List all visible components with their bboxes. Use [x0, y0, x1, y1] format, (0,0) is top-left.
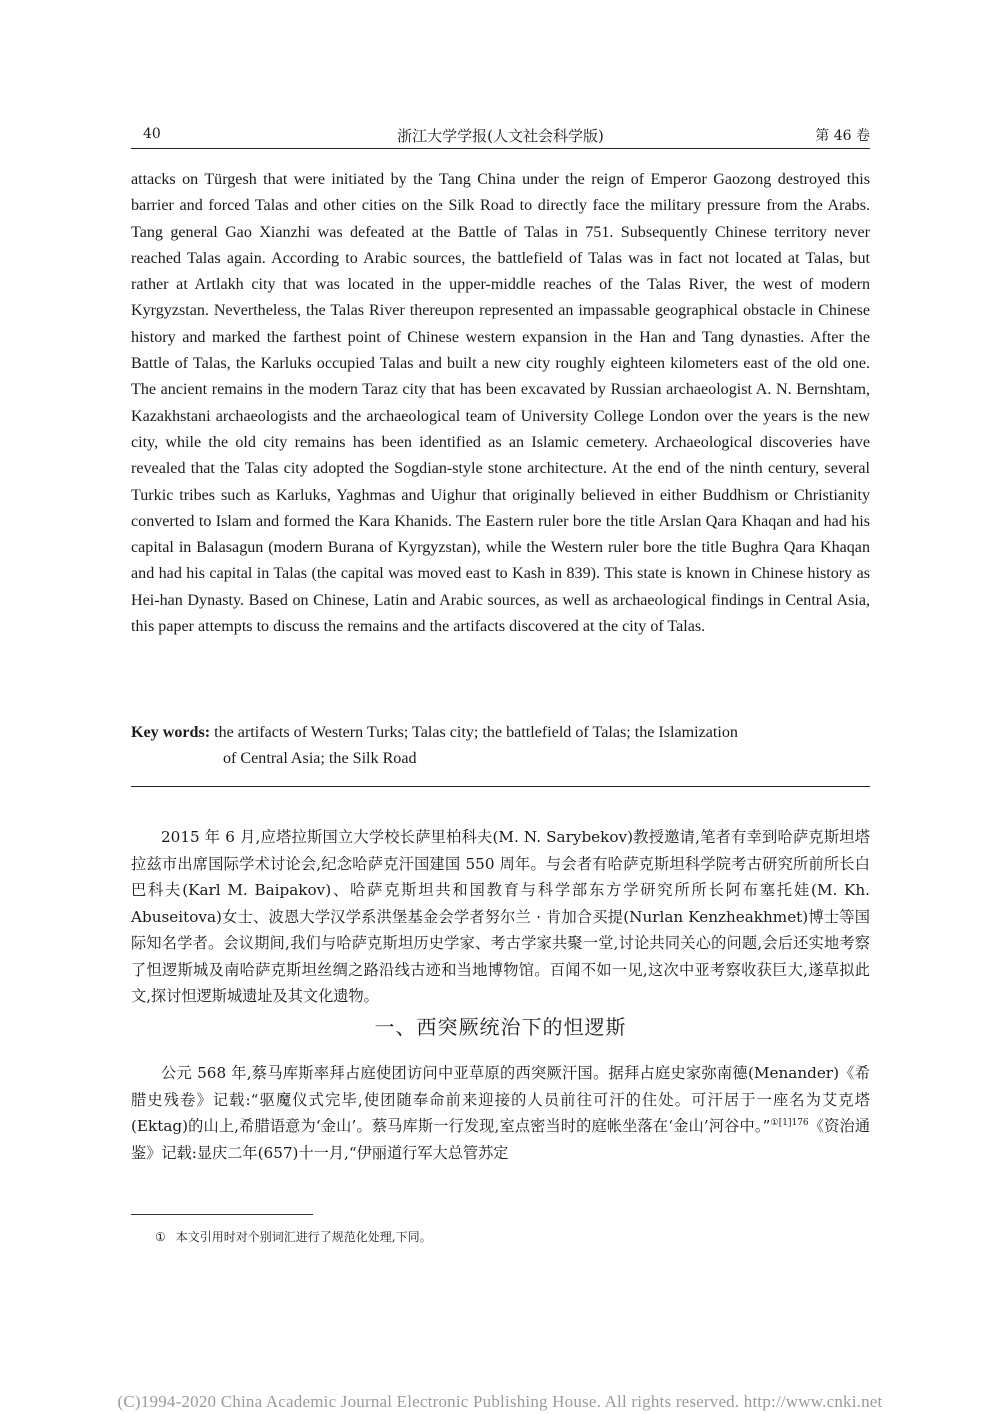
- section-paragraph: [131, 1060, 870, 1166]
- section-paragraph-text-2: 《资治通鉴》记载:显庆二年(657)十一月,“伊丽道行军大总管苏定: [131, 1117, 871, 1162]
- footnote-text: 本文引用时对个别词汇进行了规范化处理,下同。: [175, 1230, 432, 1244]
- volume-label: 第 46 卷: [815, 128, 870, 144]
- keywords-line-1: the artifacts of Western Turks; Talas city; the battlefield of Talas; the Islamization: [214, 724, 738, 741]
- section-paragraph-text-1: 公元 568 年,蔡马库斯率拜占庭使团访问中亚草原的西突厥汗国。据拜占庭史家弥南德(Menander)《希腊史残卷》记载:“驱魔仪式完毕,使团随奉命前来迎接的人员前往可汗的住处。可汗居于一座名为艾克塔(Ektag)的山上,希腊语意为‘金山’。蔡马库斯一行发现,室点密当时的庭帐坐落在‘金山’河谷中。”: [131, 1064, 870, 1135]
- footnote: [155, 1228, 432, 1245]
- intro-paragraph: 2015 年 6 月,应塔拉斯国立大学校长萨里柏科夫(M. N. Sarybekov)教授邀请,笔者有幸到哈萨克斯坦塔拉兹市出席国际学术讨论会,纪念哈萨克汗国建国 550 周年。与会者有哈萨克斯坦科学院考古研究所前所长白巴科夫(Karl M. Baipakov)、哈萨克斯坦共和国教育与科学部东方学研究所所长阿布塞托娃(M. Kh. Abuseitova)女士、波恩大学汉学系洪堡基金会学者努尔兰 · 肯加合买提(Nurlan Kenzheakhmet)博士等国际知名学者。会议期间,我们与哈萨克斯坦历史学家、考古学家共聚一堂,讨论共同关心的问题,会后还实地考察了怛逻斯城及南哈萨克斯坦丝绸之路沿线古迹和当地博物馆。百闻不如一见,这次中亚考察收获巨大,遂草拟此文,探讨怛逻斯城遗址及其文化遗物。: [131, 828, 870, 1005]
- abstract-divider: [131, 786, 870, 787]
- keywords-label: Key words:: [131, 724, 211, 741]
- journal-title: 浙江大学学报(人文社会科学版): [397, 127, 604, 145]
- copyright-watermark: (C)1994-2020 China Academic Journal Electronic Publishing House. All rights reserved. http://www.cnki.net: [117, 1392, 883, 1411]
- citation-reference: ①[1]176: [770, 1117, 809, 1128]
- section-heading: 一、西突厥统治下的怛逻斯: [374, 1015, 627, 1039]
- page-number: 40: [143, 126, 161, 142]
- keywords-block: [131, 720, 870, 773]
- footnote-marker: ①: [155, 1230, 166, 1244]
- keywords-line-2: of Central Asia; the Silk Road: [223, 750, 417, 768]
- abstract-text: attacks on Türgesh that were initiated by the Tang China under the reign of Emperor Gaozong destroyed this barrier and forced Talas and other cities on the Silk Road to directly face the military pressure from the Arabs. Tang general Gao Xianzhi was defeated at the Battle of Talas in 751. Subsequently Chinese territory never reached Talas again. According to Arabic sources, the battlefield of Talas was in fact not located at Talas, but rather at Artlakh city that was located in the upper-middle reaches of the Talas River, the west of modern Kyrgyzstan. Nevertheless, the Talas River thereupon represented an impassable geographical obstacle in Chinese history and marked the farthest point of Chinese western expansion in the Han and Tang dynasties. After the Battle of Talas, the Karluks occupied Talas and built a new city roughly eighteen kilometers east of the old one. The ancient remains in the modern Taraz city that has been excavated by Russian archaeologist A. N. Bernshtam, Kazakhstani archaeologists and the archaeological team of University College London over the years is the new city, while the old city remains has been identified as an Islamic cemetery. Archaeological discoveries have revealed that the Talas city adopted the Sogdian-style stone architecture. At the end of the ninth century, several Turkic tribes such as Karluks, Yaghmas and Uighur that originally believed in either Buddhism or Christianity converted to Islam and formed the Kara Khanids. The Eastern ruler bore the title Arslan Qara Khaqan and had his capital in Balasagun (modern Burana of Kyrgyzstan), while the Western ruler bore the title Bughra Qara Khaqan and had his capital in Talas (the capital was moved east to Kash in 839). This state is known in Chinese history as Hei-han Dynasty. Based on Chinese, Latin and Arabic sources, as well as archaeological findings in Central Asia, this paper attempts to discuss the remains and the artifacts discovered at the city of Talas.: [131, 171, 870, 636]
- running-header: [131, 124, 870, 149]
- footnote-divider: [131, 1214, 313, 1215]
